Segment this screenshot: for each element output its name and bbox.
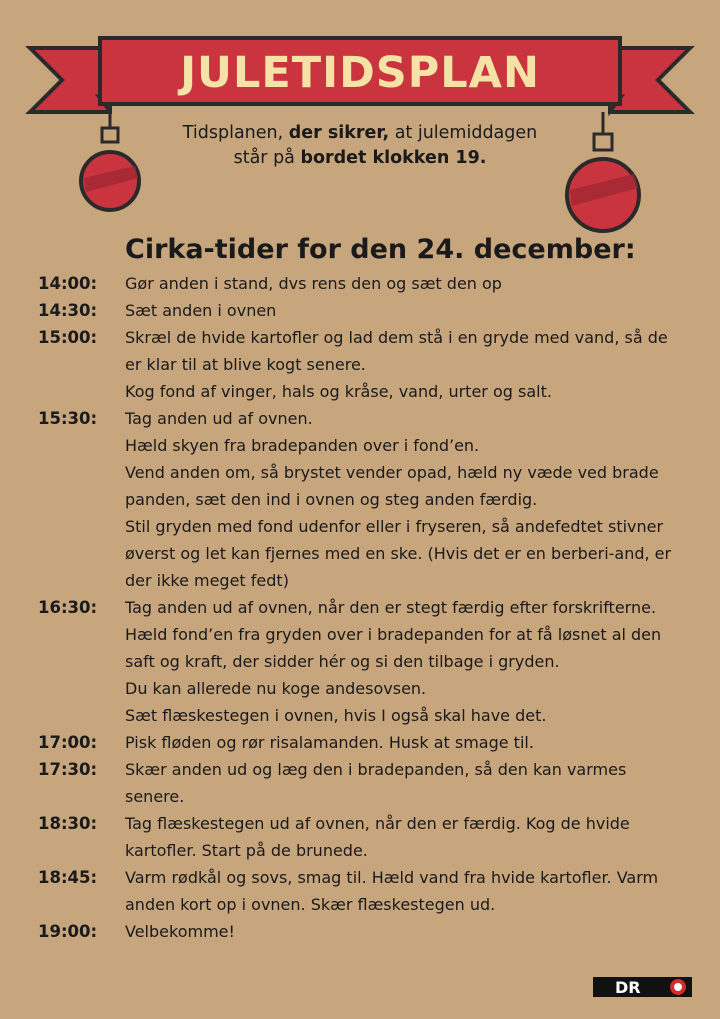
banner-decoration bbox=[0, 0, 720, 240]
schedule-time: 18:30: bbox=[38, 814, 98, 833]
schedule-entry bbox=[38, 864, 688, 918]
subtitle-emphasis: bordet klokken 19. bbox=[300, 148, 487, 168]
subtitle-text: Tidsplanen, bbox=[182, 123, 289, 143]
schedule-time: 17:00: bbox=[38, 733, 98, 752]
schedule-text: Tag anden ud af ovnen, når den er stegt færdig efter forskrifterne. bbox=[125, 598, 657, 617]
schedule-text: øverst og let kan fjernes med en ske. (Hvis det er en berberi-and, er bbox=[125, 544, 672, 563]
schedule-text: Sæt anden i ovnen bbox=[125, 301, 277, 320]
schedule-entry bbox=[38, 270, 688, 297]
schedule-list bbox=[38, 270, 688, 945]
schedule-entry bbox=[38, 594, 688, 729]
schedule-time: 15:00: bbox=[38, 328, 98, 347]
schedule-entry bbox=[38, 729, 688, 756]
schedule-time: 18:45: bbox=[38, 868, 98, 887]
schedule-text: Stil gryden med fond udenfor eller i fryseren, så andefedtet stivner bbox=[125, 517, 664, 536]
subtitle-text: står på bbox=[233, 148, 301, 168]
schedule-text: anden kort op i ovnen. Skær flæskestegen ud. bbox=[125, 895, 496, 914]
schedule-text: Sæt flæskestegen i ovnen, hvis I også skal have det. bbox=[125, 706, 547, 725]
subtitle bbox=[130, 121, 590, 171]
schedule-text: Skræl de hvide kartofler og lad dem stå i en gryde med vand, så de bbox=[125, 328, 668, 347]
schedule-text: Tag flæskestegen ud af ovnen, når den er færdig. Kog de hvide bbox=[125, 814, 630, 833]
schedule-text: Pisk fløden og rør risalamanden. Husk at smage til. bbox=[125, 733, 534, 752]
schedule-text: Kog fond af vinger, hals og kråse, vand, urter og salt. bbox=[125, 382, 552, 401]
schedule-text: saft og kraft, der sidder hér og si den tilbage i gryden. bbox=[125, 652, 560, 671]
schedule-entry bbox=[38, 405, 688, 594]
schedule-text: der ikke meget fedt) bbox=[125, 571, 289, 590]
schedule-time: 17:30: bbox=[38, 760, 98, 779]
schedule-text: panden, sæt den ind i ovnen og steg anden færdig. bbox=[125, 490, 538, 509]
schedule-text: er klar til at blive kogt senere. bbox=[125, 355, 366, 374]
schedule-entry bbox=[38, 756, 688, 810]
schedule-text: Gør anden i stand, dvs rens den og sæt den op bbox=[125, 274, 502, 293]
schedule-text: Skær anden ud og læg den i bradepanden, så den kan varmes bbox=[125, 760, 627, 779]
subtitle-text: at julemiddagen bbox=[389, 123, 538, 143]
dr-eye-icon bbox=[670, 979, 686, 995]
schedule-text: senere. bbox=[125, 787, 185, 806]
schedule-entry bbox=[38, 918, 688, 945]
schedule-text: Tag anden ud af ovnen. bbox=[125, 409, 313, 428]
schedule-time: 16:30: bbox=[38, 598, 98, 617]
subtitle-emphasis: der sikrer, bbox=[288, 123, 390, 143]
schedule-entry bbox=[38, 297, 688, 324]
schedule-text: kartofler. Start på de brunede. bbox=[125, 841, 368, 860]
schedule-time: 14:30: bbox=[38, 301, 98, 320]
logo-text: DR bbox=[615, 977, 641, 997]
schedule-entry bbox=[38, 324, 688, 405]
schedule-text: Vend anden om, så brystet vender opad, hæld ny væde ved brade bbox=[125, 463, 659, 482]
dr-logo bbox=[593, 977, 692, 997]
schedule-text: Hæld fond’en fra gryden over i bradepanden for at få løsnet al den bbox=[125, 625, 662, 644]
schedule-text: Du kan allerede nu koge andesovsen. bbox=[125, 679, 427, 698]
schedule-time: 19:00: bbox=[38, 922, 98, 941]
schedule-time: 14:00: bbox=[38, 274, 98, 293]
section-heading: Cirka-tider for den 24. december: bbox=[125, 234, 636, 265]
schedule-text: Velbekomme! bbox=[125, 922, 235, 941]
page-title: JULETIDSPLAN bbox=[180, 48, 540, 98]
schedule-text: Varm rødkål og sovs, smag til. Hæld vand fra hvide kartofler. Varm bbox=[125, 868, 659, 887]
schedule-text: Hæld skyen fra bradepanden over i fond’en. bbox=[125, 436, 480, 455]
schedule-entry bbox=[38, 810, 688, 864]
schedule-time: 15:30: bbox=[38, 409, 98, 428]
